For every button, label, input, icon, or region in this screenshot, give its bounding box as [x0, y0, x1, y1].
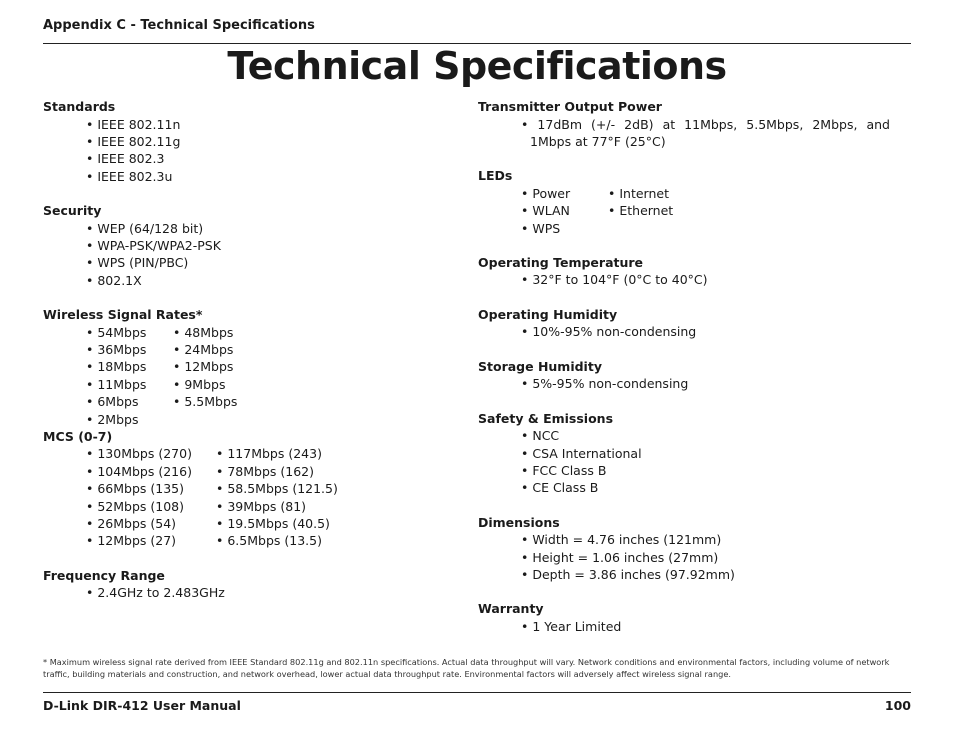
list-item: • 66Mbps (135)	[86, 481, 185, 497]
manual-title: D-Link DIR-412 User Manual	[43, 698, 241, 713]
section-title: MCS (0-7)	[43, 428, 113, 444]
list-item: • FCC Class B	[521, 462, 607, 478]
section-title: Frequency Range	[43, 567, 165, 583]
list-item: • IEEE 802.3	[86, 151, 165, 167]
list-item: • 19.5Mbps (40.5)	[216, 516, 330, 532]
right-column	[478, 98, 898, 635]
list-item: • 12Mbps (27)	[86, 533, 177, 549]
list-item: • 5.5Mbps	[173, 394, 238, 410]
list-item: • Power	[521, 185, 571, 201]
leds-section	[478, 167, 898, 237]
list-item: • 12Mbps	[173, 359, 234, 375]
temperature-section	[478, 254, 898, 289]
list-item: • WPS	[521, 220, 561, 236]
list-item: • CSA International	[521, 445, 642, 461]
list-item: • 6.5Mbps (13.5)	[216, 533, 322, 549]
standards-section	[43, 98, 453, 185]
list-item: • WEP (64/128 bit)	[86, 220, 204, 236]
list-item: • 802.1X	[86, 272, 142, 288]
list-item: • 32°F to 104°F (0°C to 40°C)	[521, 272, 708, 288]
list-item: • 10%-95% non-condensing	[521, 324, 697, 340]
section-title: LEDs	[478, 168, 513, 184]
page-title: Technical Specifications	[227, 44, 727, 88]
section-title: Dimensions	[478, 514, 560, 530]
section-header: Appendix C - Technical Specifications	[43, 18, 315, 33]
mcs-section	[43, 428, 453, 550]
section-title: Warranty	[478, 601, 544, 617]
dimensions-section	[478, 514, 898, 584]
section-title: Operating Humidity	[478, 306, 618, 322]
section-title: Wireless Signal Rates*	[43, 307, 203, 323]
list-item: • 24Mbps	[173, 342, 234, 358]
storage-humidity-section	[478, 358, 898, 393]
humidity-section	[478, 306, 898, 341]
list-item: • 9Mbps	[173, 376, 226, 392]
left-column	[43, 98, 453, 602]
list-item: • 1 Year Limited	[521, 618, 622, 634]
section-title: Transmitter Output Power	[478, 99, 662, 114]
list-item: • 5%-95% non-condensing	[521, 376, 689, 392]
list-item: • 52Mbps (108)	[86, 498, 185, 514]
list-item: • 18Mbps	[86, 359, 147, 375]
list-item: • 2.4GHz to 2.483GHz	[86, 585, 225, 601]
list-item: • 78Mbps (162)	[216, 463, 315, 479]
list-item: • 6Mbps	[86, 394, 139, 410]
list-item: • IEEE 802.11g	[86, 133, 181, 149]
footer-divider	[43, 692, 911, 693]
list-item: • Height = 1.06 inches (27mm)	[521, 549, 719, 565]
warranty-section	[478, 600, 898, 635]
list-item: • NCC	[521, 428, 560, 444]
list-item: • WPS (PIN/PBC)	[86, 255, 189, 271]
list-item: • 36Mbps	[86, 342, 147, 358]
list-item: • 130Mbps (270)	[86, 446, 192, 462]
wireless-rates-section	[43, 306, 453, 428]
list-item: • 104Mbps (216)	[86, 463, 192, 479]
list-item: • 17dBm (+/- 2dB) at 11Mbps, 5.5Mbps, 2Mbps, and 1Mbps at 77°F (25°C)	[521, 116, 890, 149]
list-item: • 26Mbps (54)	[86, 516, 177, 532]
list-item: • 11Mbps	[86, 376, 147, 392]
frequency-section	[43, 567, 453, 602]
list-item: • Internet	[608, 185, 669, 201]
list-item: • Width = 4.76 inches (121mm)	[521, 532, 722, 548]
section-title: Operating Temperature	[478, 254, 644, 270]
list-item: • 48Mbps	[173, 324, 234, 340]
list-item: • Depth = 3.86 inches (97.92mm)	[521, 567, 735, 582]
section-title: Safety & Emissions	[478, 410, 614, 426]
list-item: • 117Mbps (243)	[216, 446, 322, 462]
section-title: Standards	[43, 99, 116, 114]
security-section	[43, 202, 453, 289]
section-title: Storage Humidity	[478, 358, 602, 374]
list-item: • 2Mbps	[86, 411, 139, 427]
list-item: • WPA-PSK/WPA2-PSK	[86, 237, 221, 253]
list-item: • Ethernet	[608, 203, 674, 219]
section-title: Security	[43, 203, 102, 219]
list-item: • 58.5Mbps (121.5)	[216, 481, 338, 497]
power-section	[478, 98, 898, 150]
list-item: • CE Class B	[521, 480, 599, 496]
list-item: • IEEE 802.11n	[86, 116, 181, 132]
list-item: • IEEE 802.3u	[86, 168, 173, 184]
safety-section	[478, 410, 898, 497]
page-number: 100	[884, 698, 911, 713]
list-item: • 54Mbps	[86, 324, 147, 340]
footnote: * Maximum wireless signal rate derived from IEEE Standard 802.11g and 802.11n specifications. Actual data throughput will vary. Network conditions and environmental factors, including volume of network traffic, building materials and construction, and network overhead, lower actual data throughput rate. Environmental factors will adversely affect wireless signal range.	[43, 657, 890, 679]
list-item: • 39Mbps (81)	[216, 498, 307, 514]
list-item: • WLAN	[521, 203, 570, 219]
